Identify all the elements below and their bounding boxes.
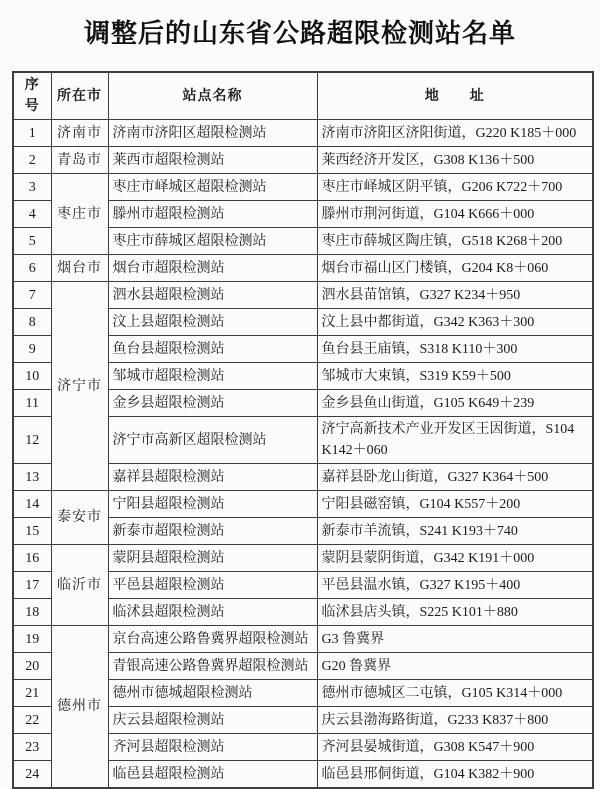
cell-address: 平邑县温水镇，G327 K195＋400 [317, 572, 593, 599]
document-title: 调整后的山东省公路超限检测站名单 [83, 19, 516, 48]
cell-station-name: 泗水县超限检测站 [108, 282, 317, 309]
cell-address: 嘉祥县卧龙山街道，G327 K364＋500 [317, 464, 593, 491]
cell-station-name: 金乡县超限检测站 [108, 390, 317, 417]
table-row [13, 120, 593, 147]
cell-seq: 2 [13, 147, 51, 174]
cell-address: 滕州市荆河街道，G104 K666＋000 [317, 201, 593, 228]
cell-address: 烟台市福山区门楼镇，G204 K8＋060 [317, 255, 593, 282]
cell-station-name: 枣庄市峄城区超限检测站 [108, 174, 317, 201]
cell-station-name: 鱼台县超限检测站 [108, 336, 317, 363]
col-header-station: 站点名称 [108, 72, 317, 120]
cell-seq: 18 [13, 599, 51, 626]
cell-city: 烟台市 [51, 255, 108, 282]
cell-seq: 17 [13, 572, 51, 599]
cell-seq: 23 [13, 734, 51, 761]
cell-station-name: 汶上县超限检测站 [108, 309, 317, 336]
cell-seq: 6 [13, 255, 51, 282]
cell-seq: 5 [13, 228, 51, 255]
cell-address: 临沭县店头镇，S225 K101＋880 [317, 599, 593, 626]
cell-address: G20 鲁冀界 [317, 653, 593, 680]
col-header-address: 地 址 [317, 72, 593, 120]
cell-station-name: 济南市济阳区超限检测站 [108, 120, 317, 147]
cell-city: 德州市 [51, 626, 108, 789]
table-row [13, 545, 593, 572]
cell-seq: 4 [13, 201, 51, 228]
cell-address: 金乡县鱼山街道，G105 K649＋239 [317, 390, 593, 417]
cell-address: 莱西经济开发区，G308 K136＋500 [317, 147, 593, 174]
cell-station-name: 莱西市超限检测站 [108, 147, 317, 174]
cell-city: 济宁市 [51, 282, 108, 491]
table-row [13, 147, 593, 174]
cell-address: 新泰市羊流镇，S241 K193＋740 [317, 518, 593, 545]
cell-seq: 12 [13, 417, 51, 464]
col-header-city: 所在市 [51, 72, 108, 120]
cell-address: 枣庄市峄城区阴平镇，G206 K722＋700 [317, 174, 593, 201]
cell-station-name: 青银高速公路鲁冀界超限检测站 [108, 653, 317, 680]
cell-seq: 7 [13, 282, 51, 309]
table-row [13, 255, 593, 282]
cell-station-name: 平邑县超限检测站 [108, 572, 317, 599]
cell-address: 蒙阴县蒙阴街道，G342 K191＋000 [317, 545, 593, 572]
cell-city: 临沂市 [51, 545, 108, 626]
cell-seq: 10 [13, 363, 51, 390]
cell-station-name: 烟台市超限检测站 [108, 255, 317, 282]
cell-address: 庆云县渤海路街道，G233 K837＋800 [317, 707, 593, 734]
cell-seq: 13 [13, 464, 51, 491]
table-row [13, 174, 593, 201]
cell-seq: 16 [13, 545, 51, 572]
cell-address: 邹城市大束镇，S319 K59＋500 [317, 363, 593, 390]
cell-station-name: 庆云县超限检测站 [108, 707, 317, 734]
cell-seq: 1 [13, 120, 51, 147]
cell-address: 宁阳县磁窑镇，G104 K557＋200 [317, 491, 593, 518]
cell-seq: 20 [13, 653, 51, 680]
cell-station-name: 德州市德城超限检测站 [108, 680, 317, 707]
cell-seq: 19 [13, 626, 51, 653]
cell-city: 枣庄市 [51, 174, 108, 255]
col-header-seq: 序号 [13, 72, 51, 120]
stations-table [12, 71, 594, 789]
table-row [13, 491, 593, 518]
cell-seq: 21 [13, 680, 51, 707]
cell-seq: 3 [13, 174, 51, 201]
cell-station-name: 临邑县超限检测站 [108, 761, 317, 789]
cell-station-name: 京台高速公路鲁冀界超限检测站 [108, 626, 317, 653]
cell-seq: 15 [13, 518, 51, 545]
cell-address: 汶上县中都街道，G342 K363＋300 [317, 309, 593, 336]
cell-city: 济南市 [51, 120, 108, 147]
cell-station-name: 宁阳县超限检测站 [108, 491, 317, 518]
cell-address: 泗水县苗馆镇，G327 K234＋950 [317, 282, 593, 309]
cell-station-name: 蒙阴县超限检测站 [108, 545, 317, 572]
cell-seq: 9 [13, 336, 51, 363]
cell-station-name: 济宁市高新区超限检测站 [108, 417, 317, 464]
cell-seq: 14 [13, 491, 51, 518]
cell-address: 齐河县晏城街道，G308 K547＋900 [317, 734, 593, 761]
cell-city: 泰安市 [51, 491, 108, 545]
cell-seq: 24 [13, 761, 51, 789]
cell-seq: 22 [13, 707, 51, 734]
cell-seq: 11 [13, 390, 51, 417]
cell-station-name: 嘉祥县超限检测站 [108, 464, 317, 491]
cell-address: G3 鲁冀界 [317, 626, 593, 653]
cell-address: 济南市济阳区济阳街道，G220 K185＋000 [317, 120, 593, 147]
cell-city: 青岛市 [51, 147, 108, 174]
cell-station-name: 滕州市超限检测站 [108, 201, 317, 228]
cell-station-name: 枣庄市薛城区超限检测站 [108, 228, 317, 255]
table-row [13, 626, 593, 653]
cell-address: 鱼台县王庙镇，S318 K110＋300 [317, 336, 593, 363]
cell-station-name: 齐河县超限检测站 [108, 734, 317, 761]
cell-seq: 8 [13, 309, 51, 336]
table-row [13, 282, 593, 309]
cell-address: 济宁高新技术产业开发区王因街道，S104 K142＋060 [317, 417, 593, 464]
cell-address: 临邑县邢侗街道，G104 K382＋900 [317, 761, 593, 789]
cell-address: 枣庄市薛城区陶庄镇，G518 K268＋200 [317, 228, 593, 255]
cell-station-name: 新泰市超限检测站 [108, 518, 317, 545]
cell-address: 德州市德城区二屯镇，G105 K314＋000 [317, 680, 593, 707]
cell-station-name: 临沭县超限检测站 [108, 599, 317, 626]
cell-station-name: 邹城市超限检测站 [108, 363, 317, 390]
table-header-row [13, 72, 593, 120]
